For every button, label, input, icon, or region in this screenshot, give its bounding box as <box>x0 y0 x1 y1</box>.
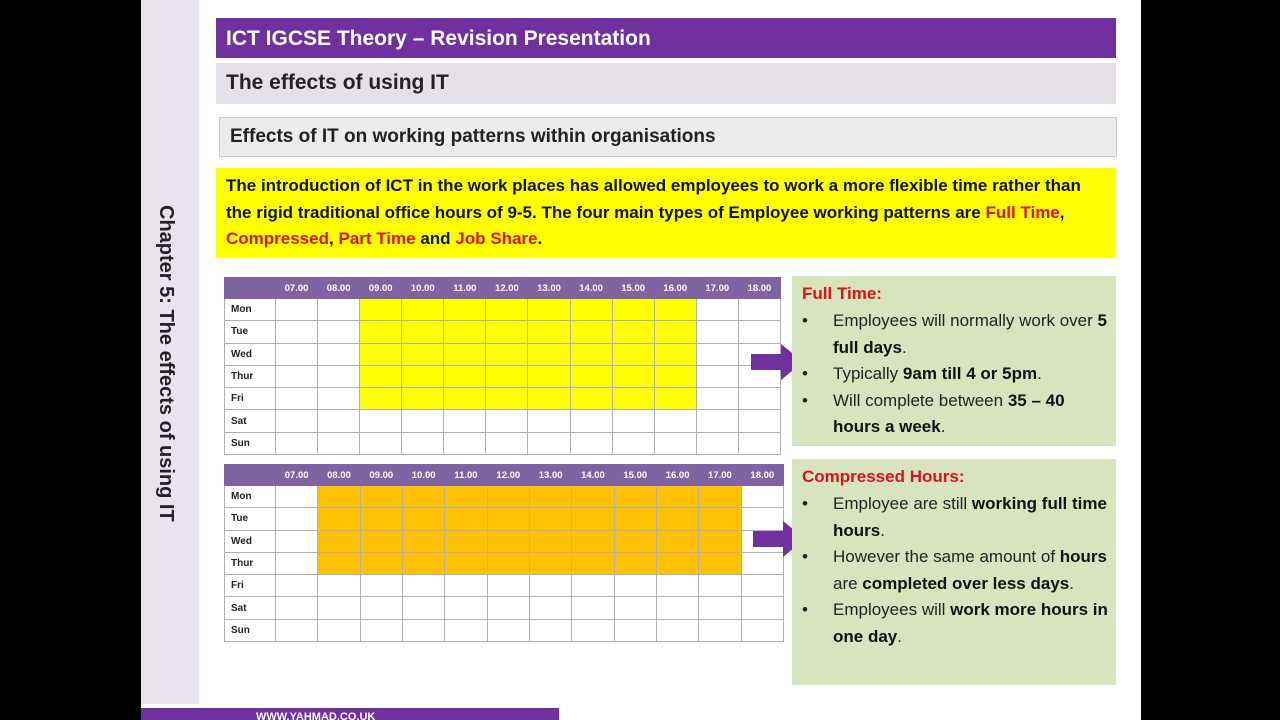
schedule-cell <box>696 365 738 387</box>
table-row <box>225 388 781 410</box>
time-header: 09.00 <box>360 465 402 486</box>
schedule-cell <box>572 486 614 508</box>
schedule-cell <box>445 619 487 641</box>
schedule-cell <box>614 552 656 574</box>
table-row <box>225 432 781 454</box>
schedule-cell <box>276 530 318 552</box>
schedule-cell <box>276 388 318 410</box>
schedule-cell <box>486 388 528 410</box>
schedule-cell <box>741 597 783 619</box>
schedule-cell <box>612 432 654 454</box>
schedule-cell <box>318 530 360 552</box>
schedule-cell <box>529 619 571 641</box>
bullet-text: . <box>901 337 907 357</box>
schedule-header-row <box>225 465 784 486</box>
schedule-cell <box>699 508 741 530</box>
schedule-cell <box>699 575 741 597</box>
table-row <box>225 410 781 432</box>
schedule-cell <box>402 552 444 574</box>
schedule-cell <box>696 410 738 432</box>
time-header: 18.00 <box>738 278 780 299</box>
schedule-cell <box>402 530 444 552</box>
schedule-cell <box>318 619 360 641</box>
schedule-cell <box>360 410 402 432</box>
schedule-cell <box>614 597 656 619</box>
schedule-cell <box>360 388 402 410</box>
schedule-cell <box>444 432 486 454</box>
compressed-panel <box>792 459 1116 685</box>
bullet-text: Employee are still <box>833 494 972 513</box>
schedule-cell <box>444 343 486 365</box>
list-item <box>802 491 1116 544</box>
intro-sep: and <box>415 229 456 248</box>
table-row <box>225 486 784 508</box>
schedule-cell <box>360 365 402 387</box>
table-row <box>225 619 784 641</box>
schedule-cell <box>486 365 528 387</box>
day-label: Fri <box>225 388 276 410</box>
pattern-compressed: Compressed <box>226 229 329 248</box>
time-header: 10.00 <box>402 278 444 299</box>
bullet-bold: 5 full days <box>833 311 1107 357</box>
schedule-cell <box>276 365 318 387</box>
pattern-job-share: Job Share <box>455 229 538 248</box>
schedule-cell <box>738 321 780 343</box>
schedule-cell <box>572 575 614 597</box>
bullet-text: Will complete between <box>833 390 1008 410</box>
schedule-cell <box>486 343 528 365</box>
time-header: 08.00 <box>318 465 360 486</box>
slide <box>141 0 1141 720</box>
schedule-cell <box>276 343 318 365</box>
section-title: Effects of IT on working patterns within organisations <box>219 117 1117 157</box>
schedule-cell <box>738 432 780 454</box>
schedule-cell <box>529 552 571 574</box>
schedule-cell <box>528 388 570 410</box>
time-header: 11.00 <box>444 278 486 299</box>
table-row <box>225 365 781 387</box>
corner-cell <box>225 278 276 299</box>
table-row <box>225 530 784 552</box>
schedule-cell <box>402 321 444 343</box>
schedule-cell <box>444 299 486 321</box>
schedule-cell <box>276 552 318 574</box>
schedule-cell <box>360 575 402 597</box>
schedule-cell <box>529 486 571 508</box>
bullet-text: . <box>1037 364 1042 383</box>
intro-sep: , <box>1059 202 1065 222</box>
schedule-cell <box>445 552 487 574</box>
time-header: 09.00 <box>360 278 402 299</box>
schedule-cell <box>528 321 570 343</box>
schedule-cell <box>318 432 360 454</box>
schedule-cell <box>276 432 318 454</box>
schedule-cell <box>360 343 402 365</box>
list-item <box>802 361 1116 388</box>
day-label: Thur <box>225 552 276 574</box>
schedule-cell <box>696 432 738 454</box>
schedule-cell <box>654 388 696 410</box>
schedule-cell <box>741 619 783 641</box>
time-header: 18.00 <box>741 465 783 486</box>
schedule-cell <box>614 486 656 508</box>
time-header: 11.00 <box>445 465 487 486</box>
topic-title: The effects of using IT <box>216 63 1116 104</box>
chapter-sidebar <box>141 0 199 704</box>
schedule-cell <box>360 321 402 343</box>
intro-end: . <box>537 229 543 248</box>
schedule-cell <box>696 299 738 321</box>
bullet-text: Employees will normally work over <box>833 311 1098 330</box>
schedule-cell <box>360 432 402 454</box>
time-header: 15.00 <box>614 465 656 486</box>
schedule-cell <box>528 343 570 365</box>
schedule-cell <box>612 299 654 321</box>
schedule-cell <box>696 343 738 365</box>
bullet-text: Typically <box>833 364 903 383</box>
schedule-cell <box>487 508 529 530</box>
time-header: 07.00 <box>276 278 318 299</box>
time-header: 08.00 <box>318 278 360 299</box>
schedule-cell <box>699 597 741 619</box>
schedule-cell <box>656 552 698 574</box>
bullet-text: . <box>1069 573 1074 593</box>
schedule-cell <box>318 388 360 410</box>
schedule-cell <box>360 508 402 530</box>
time-header: 07.00 <box>276 465 318 486</box>
day-label: Tue <box>225 508 276 530</box>
schedule-cell <box>654 299 696 321</box>
schedule-cell <box>529 597 571 619</box>
day-label: Wed <box>225 343 276 365</box>
schedule-cell <box>360 486 402 508</box>
schedule-cell <box>572 619 614 641</box>
bullet-bold: hours <box>1059 547 1108 566</box>
time-header: 13.00 <box>529 465 571 486</box>
schedule-cell <box>699 552 741 574</box>
schedule-cell <box>444 388 486 410</box>
schedule-cell <box>444 365 486 387</box>
schedule-cell <box>741 486 783 508</box>
schedule-cell <box>612 343 654 365</box>
bullet-bold: working full time hours <box>833 494 1107 540</box>
schedule-cell <box>445 530 487 552</box>
day-label: Sun <box>225 619 276 641</box>
day-label: Sat <box>225 597 276 619</box>
schedule-cell <box>528 365 570 387</box>
schedule-cell <box>529 508 571 530</box>
time-header: 16.00 <box>656 465 698 486</box>
time-header: 17.00 <box>696 278 738 299</box>
schedule-cell <box>654 432 696 454</box>
list-item <box>802 544 1116 597</box>
schedule-cell <box>318 343 360 365</box>
table-row <box>225 321 781 343</box>
schedule-cell <box>614 530 656 552</box>
time-header: 16.00 <box>654 278 696 299</box>
schedule-cell <box>614 508 656 530</box>
schedule-cell <box>318 552 360 574</box>
schedule-cell <box>656 530 698 552</box>
schedule-cell <box>318 597 360 619</box>
compressed-heading: Compressed Hours: <box>802 467 965 486</box>
schedule-cell <box>360 530 402 552</box>
schedule-cell <box>486 410 528 432</box>
schedule-cell <box>528 432 570 454</box>
schedule-cell <box>402 388 444 410</box>
schedule-cell <box>699 486 741 508</box>
schedule-cell <box>402 343 444 365</box>
schedule-cell <box>612 365 654 387</box>
schedule-cell <box>487 597 529 619</box>
schedule-cell <box>486 321 528 343</box>
day-label: Wed <box>225 530 276 552</box>
schedule-cell <box>738 410 780 432</box>
schedule-cell <box>318 365 360 387</box>
table-row <box>225 575 784 597</box>
intro-sep: , <box>328 229 339 248</box>
schedule-cell <box>487 552 529 574</box>
schedule-cell <box>570 432 612 454</box>
schedule-cell <box>741 575 783 597</box>
time-header: 13.00 <box>528 278 570 299</box>
bullet-text: . <box>940 417 946 436</box>
schedule-cell <box>318 299 360 321</box>
schedule-cell <box>445 486 487 508</box>
schedule-cell <box>487 486 529 508</box>
intro-text: The introduction of ICT in the work places has allowed employees to work a more flexible time rather than the rigid traditional office hours of 9-5. The four main types of Employee working patterns are <box>226 176 1081 222</box>
schedule-cell <box>487 530 529 552</box>
day-label: Sat <box>225 410 276 432</box>
schedule-cell <box>445 508 487 530</box>
table-row <box>225 508 784 530</box>
table-row <box>225 552 784 574</box>
time-header: 17.00 <box>699 465 741 486</box>
schedule-cell <box>654 410 696 432</box>
time-header: 12.00 <box>487 465 529 486</box>
schedule-cell <box>529 530 571 552</box>
schedule-cell <box>570 365 612 387</box>
schedule-cell <box>402 486 444 508</box>
schedule-cell <box>570 410 612 432</box>
schedule-cell <box>276 575 318 597</box>
schedule-cell <box>402 575 444 597</box>
schedule-cell <box>570 343 612 365</box>
schedule-cell <box>699 530 741 552</box>
schedule-cell <box>402 410 444 432</box>
time-header: 12.00 <box>486 278 528 299</box>
schedule-cell <box>276 299 318 321</box>
schedule-cell <box>528 299 570 321</box>
full-time-heading: Full Time: <box>802 284 882 303</box>
schedule-cell <box>402 619 444 641</box>
schedule-cell <box>656 575 698 597</box>
schedule-cell <box>570 299 612 321</box>
schedule-cell <box>656 486 698 508</box>
schedule-cell <box>572 530 614 552</box>
schedule-cell <box>614 619 656 641</box>
schedule-cell <box>445 597 487 619</box>
footer-site: WWW.YAHMAD.CO.UK <box>256 711 376 720</box>
schedule-cell <box>528 410 570 432</box>
chapter-title: Chapter 5: The effects of using IT <box>155 205 177 522</box>
schedule-cell <box>402 432 444 454</box>
schedule-cell <box>738 299 780 321</box>
schedule-cell <box>696 388 738 410</box>
schedule-cell <box>572 597 614 619</box>
schedule-cell <box>402 597 444 619</box>
schedule-cell <box>656 619 698 641</box>
corner-cell <box>225 465 276 486</box>
schedule-cell <box>487 619 529 641</box>
schedule-cell <box>570 388 612 410</box>
schedule-cell <box>276 410 318 432</box>
table-row <box>225 343 781 365</box>
schedule-cell <box>656 508 698 530</box>
schedule-cell <box>445 575 487 597</box>
schedule-cell <box>570 321 612 343</box>
time-header: 10.00 <box>402 465 444 486</box>
schedule-cell <box>486 299 528 321</box>
schedule-cell <box>529 575 571 597</box>
table-row <box>225 597 784 619</box>
time-header: 14.00 <box>572 465 614 486</box>
footer-bar <box>141 708 559 720</box>
time-header: 14.00 <box>570 278 612 299</box>
full-time-schedule <box>224 277 781 455</box>
full-time-panel <box>792 276 1116 446</box>
schedule-cell <box>360 552 402 574</box>
schedule-cell <box>699 619 741 641</box>
bullet-bold: completed over less days <box>862 573 1070 593</box>
schedule-cell <box>614 575 656 597</box>
bullet-text: . <box>880 520 885 540</box>
bullet-bold: 35 – 40 hours a week <box>833 390 1065 436</box>
schedule-cell <box>276 619 318 641</box>
schedule-cell <box>444 321 486 343</box>
schedule-cell <box>318 486 360 508</box>
day-label: Mon <box>225 299 276 321</box>
schedule-cell <box>402 508 444 530</box>
bullet-text: . <box>897 626 902 646</box>
schedule-cell <box>738 388 780 410</box>
list-item <box>802 308 1116 361</box>
schedule-cell <box>402 299 444 321</box>
schedule-cell <box>318 410 360 432</box>
schedule-cell <box>654 343 696 365</box>
time-header: 15.00 <box>612 278 654 299</box>
bullet-text: are <box>833 573 863 593</box>
day-label: Tue <box>225 321 276 343</box>
bullet-bold: work more hours in one day <box>833 600 1108 646</box>
schedule-cell <box>318 321 360 343</box>
schedule-cell <box>318 508 360 530</box>
day-label: Sun <box>225 432 276 454</box>
schedule-header-row <box>225 278 781 299</box>
schedule-cell <box>444 410 486 432</box>
schedule-cell <box>276 321 318 343</box>
schedule-cell <box>612 388 654 410</box>
schedule-cell <box>612 321 654 343</box>
schedule-cell <box>360 597 402 619</box>
schedule-cell <box>656 597 698 619</box>
intro-box <box>216 168 1116 258</box>
day-label: Fri <box>225 575 276 597</box>
bullet-bold: 9am till 4 or 5pm <box>902 364 1038 383</box>
schedule-cell <box>318 575 360 597</box>
bullet-text: However the same amount of <box>833 547 1060 566</box>
schedule-cell <box>487 575 529 597</box>
schedule-cell <box>572 552 614 574</box>
schedule-cell <box>486 432 528 454</box>
pattern-part-time: Part Time <box>338 229 416 248</box>
schedule-cell <box>402 365 444 387</box>
schedule-cell <box>696 321 738 343</box>
list-item <box>802 388 1116 441</box>
day-label: Mon <box>225 486 276 508</box>
schedule-cell <box>654 365 696 387</box>
schedule-cell <box>360 299 402 321</box>
schedule-cell <box>276 508 318 530</box>
compressed-schedule <box>224 464 784 642</box>
table-row <box>225 299 781 321</box>
presentation-title: ICT IGCSE Theory – Revision Presentation <box>216 18 1116 58</box>
schedule-cell <box>360 619 402 641</box>
schedule-cell <box>276 486 318 508</box>
list-item <box>802 597 1116 650</box>
schedule-cell <box>572 508 614 530</box>
pattern-full-time: Full Time <box>985 202 1060 222</box>
day-label: Thur <box>225 365 276 387</box>
schedule-cell <box>612 410 654 432</box>
schedule-cell <box>654 321 696 343</box>
bullet-text: Employees will <box>833 600 951 619</box>
schedule-cell <box>276 597 318 619</box>
